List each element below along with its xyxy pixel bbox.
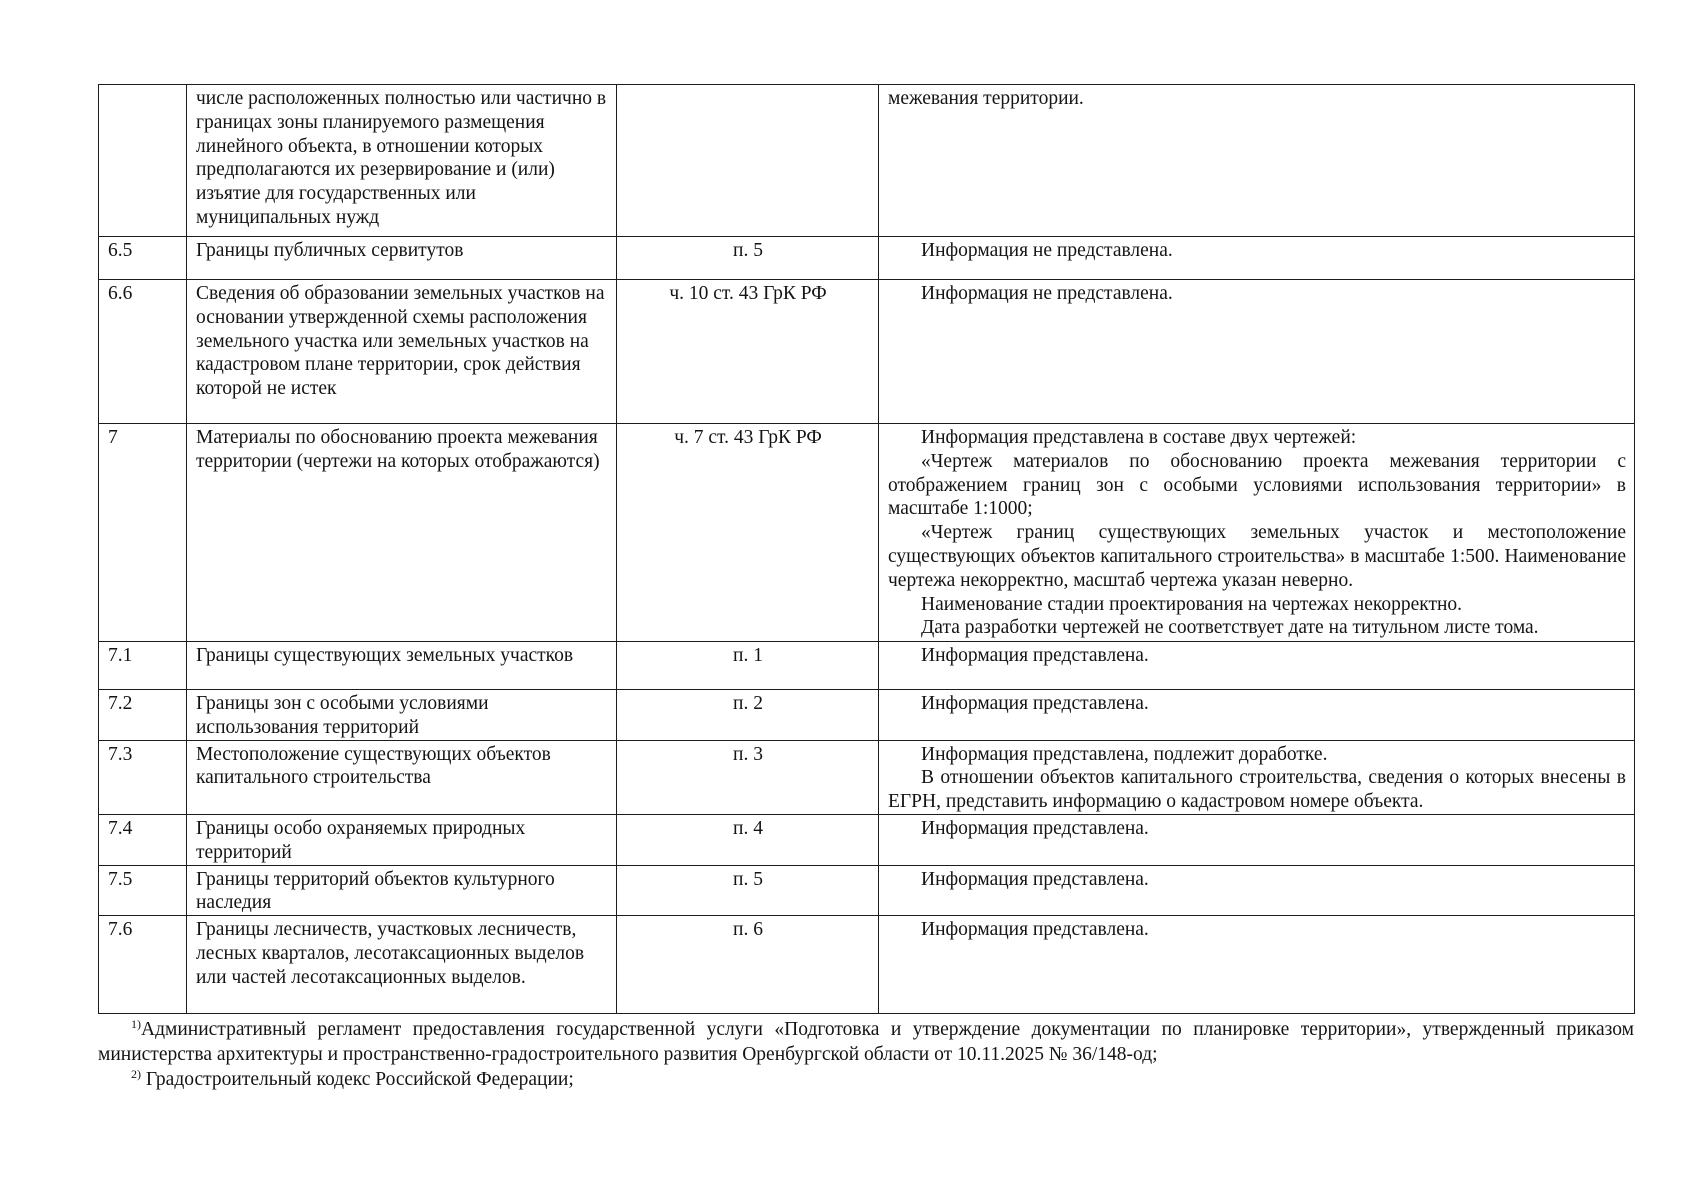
table-row bbox=[99, 916, 1635, 1014]
requirement-name: Границы лесничеств, участковых лесничеств, лесных кварталов, лесотаксационных выделов или частей лесотаксационных выделов. bbox=[187, 916, 617, 1014]
result-paragraph: Дата разработки чертежей не соответствует дате на титульном листе тома. bbox=[921, 617, 1539, 639]
legal-reference: п. 4 bbox=[617, 814, 879, 865]
requirement-name: Границы особо охраняемых природных территорий bbox=[187, 814, 617, 865]
legal-reference bbox=[617, 85, 879, 237]
review-result bbox=[879, 690, 1635, 741]
legal-reference: п. 5 bbox=[617, 865, 879, 916]
row-number: 7.5 bbox=[99, 865, 187, 916]
review-result bbox=[879, 85, 1635, 237]
review-table bbox=[98, 84, 1635, 1014]
row-number: 6.6 bbox=[99, 280, 187, 424]
table-row bbox=[99, 424, 1635, 642]
row-number: 7.6 bbox=[99, 916, 187, 1014]
result-paragraph: «Чертеж границ существующих земельных участок и местоположение существующих объектов капитального строительства» в масштабе 1:500. Наименование чертежа некорректно, масштаб чертежа указан неверно. bbox=[888, 522, 1626, 591]
footnote-text: Градостроительный кодекс Российской Федерации; bbox=[141, 1069, 574, 1091]
review-result bbox=[879, 916, 1635, 1014]
row-number: 7.2 bbox=[99, 690, 187, 741]
row-number: 6.5 bbox=[99, 237, 187, 280]
review-result bbox=[879, 280, 1635, 424]
table-row bbox=[99, 814, 1635, 865]
footnotes bbox=[98, 1017, 1634, 1092]
result-paragraph: Информация представлена в составе двух чертежей: bbox=[921, 427, 1357, 448]
table-row bbox=[99, 237, 1635, 280]
footnote-mark: 2) bbox=[131, 1067, 141, 1082]
requirement-name: Границы территорий объектов культурного наследия bbox=[187, 865, 617, 916]
review-result bbox=[879, 740, 1635, 814]
legal-reference: п. 3 bbox=[617, 740, 879, 814]
requirement-name: Границы существующих земельных участков bbox=[187, 642, 617, 690]
review-result bbox=[879, 237, 1635, 280]
legal-reference: ч. 10 ст. 43 ГрК РФ bbox=[617, 280, 879, 424]
result-paragraph: В отношении объектов капитального строительства, сведения о которых внесены в ЕГРН, представить информацию о кадастровом номере объекта. bbox=[888, 767, 1626, 813]
row-number: 7.1 bbox=[99, 642, 187, 690]
footnote-mark: 1) bbox=[131, 1017, 141, 1032]
review-result bbox=[879, 424, 1635, 642]
table-row bbox=[99, 740, 1635, 814]
requirement-name: Границы публичных сервитутов bbox=[187, 237, 617, 280]
review-result bbox=[879, 642, 1635, 690]
legal-reference: п. 5 bbox=[617, 237, 879, 280]
legal-reference: п. 1 bbox=[617, 642, 879, 690]
requirement-name: числе расположенных полностью или частично в границах зоны планируемого размещения линейного объекта, в отношении которых предполагаются их резервирование и (или) изъятие для государственных или муниципальных нужд bbox=[187, 85, 617, 237]
table-row bbox=[99, 642, 1635, 690]
table-row bbox=[99, 865, 1635, 916]
row-number bbox=[99, 85, 187, 237]
row-number: 7.3 bbox=[99, 740, 187, 814]
result-paragraph: Наименование стадии проектирования на чертежах некорректно. bbox=[921, 593, 1463, 615]
row-number: 7.4 bbox=[99, 814, 187, 865]
requirement-name: Местоположение существующих объектов капитального строительства bbox=[187, 740, 617, 814]
review-result bbox=[879, 814, 1635, 865]
result-paragraph: Информация не представлена. bbox=[921, 240, 1173, 261]
requirement-name: Материалы по обоснованию проекта межевания территории (чертежи на которых отображаются) bbox=[187, 424, 617, 642]
result-paragraph: межевания территории. bbox=[888, 88, 1084, 109]
result-paragraph: Информация представлена. bbox=[921, 868, 1149, 890]
table-row bbox=[99, 280, 1635, 424]
result-paragraph: «Чертеж материалов по обоснованию проекта межевания территории с отображением границ зон с особыми условиями использования территории» в масштабе 1:1000; bbox=[888, 450, 1626, 520]
table-row bbox=[99, 690, 1635, 741]
result-paragraph: Информация представлена. bbox=[921, 817, 1149, 839]
footnote-text: Административный регламент предоставления государственной услуги «Подготовка и утверждение документации по планировке территории», утвержденный приказом министерства архитектуры и пространственно-градостроительного развития Оренбургской области от 10.11.2025 № 36/148-од; bbox=[98, 1019, 1634, 1066]
result-paragraph: Информация представлена. bbox=[921, 693, 1149, 714]
legal-reference: ч. 7 ст. 43 ГрК РФ bbox=[617, 424, 879, 642]
result-paragraph: Информация не представлена. bbox=[921, 283, 1173, 304]
requirement-name: Границы зон с особыми условиями использования территорий bbox=[187, 690, 617, 741]
row-number: 7 bbox=[99, 424, 187, 642]
requirement-name: Сведения об образовании земельных участков на основании утвержденной схемы расположения земельного участка или земельных участков на кадастровом плане территории, срок действия которой не истек bbox=[187, 280, 617, 424]
legal-reference: п. 6 bbox=[617, 916, 879, 1014]
result-paragraph: Информация представлена. bbox=[921, 645, 1149, 666]
document-page bbox=[98, 84, 1634, 1092]
footnote bbox=[98, 1017, 1634, 1067]
review-result bbox=[879, 865, 1635, 916]
result-paragraph: Информация представлена, подлежит доработке. bbox=[921, 743, 1328, 765]
result-paragraph: Информация представлена. bbox=[921, 919, 1149, 941]
footnote bbox=[98, 1067, 1634, 1092]
table-row bbox=[99, 85, 1635, 237]
legal-reference: п. 2 bbox=[617, 690, 879, 741]
